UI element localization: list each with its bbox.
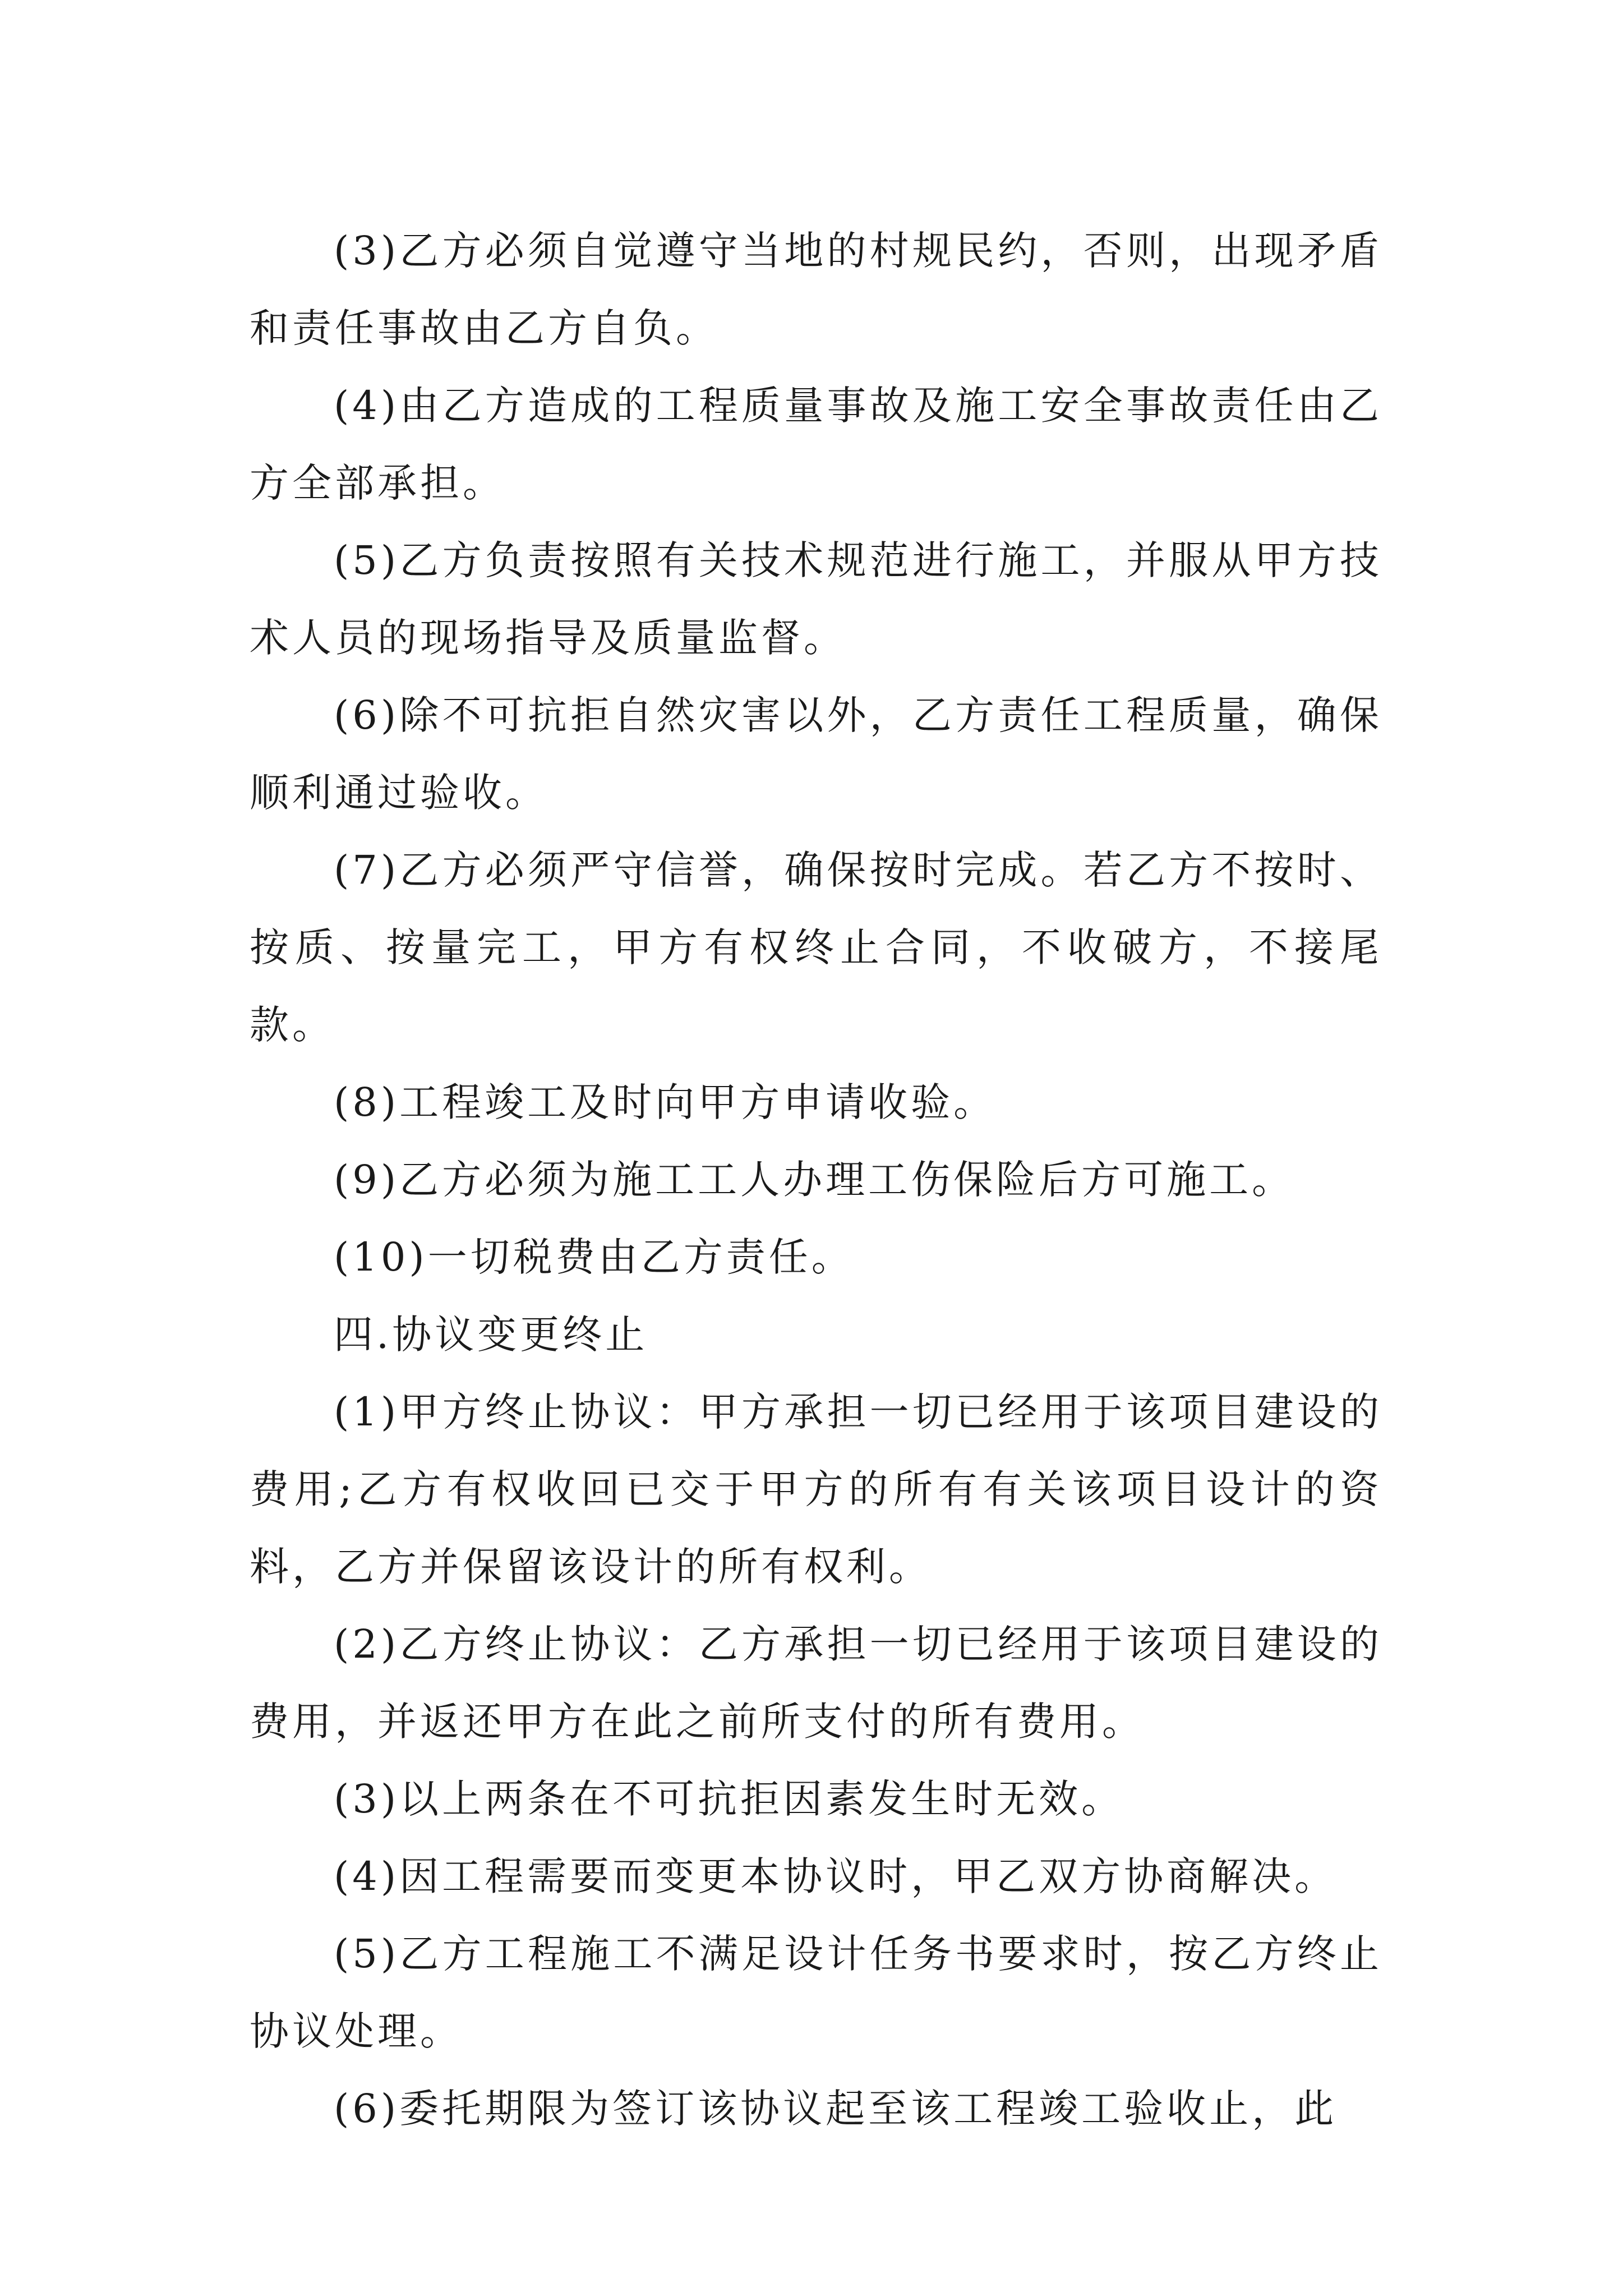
clause-5-technical-standards: (5)乙方负责按照有关技术规范进行施工，并服从甲方技术人员的现场指导及质量监督。 [250,537,1382,661]
termination-clause-6: (6)委托期限为签订该协议起至该工程竣工验收止，此 [334,2086,1338,2132]
termination-clause-4: (4)因工程需要而变更本协议时，甲乙双方协商解决。 [334,1853,1338,1899]
clause-9-injury-insurance: (9)乙方必须为施工工人办理工伤保险后方可施工。 [334,1157,1295,1203]
clause-3-local-rules: (3)乙方必须自觉遵守当地的村规民约，否则，出现矛盾和责任事故由乙方自负。 [250,228,1382,351]
termination-clause-1: (1)甲方终止协议：甲方承担一切已经用于该项目建设的费用;乙方有权收回已交于甲方的所有有关该项目设计的资料，乙方并保留该设计的所有权利。 [250,1389,1382,1590]
section-heading-4: 四.协议变更终止 [334,1312,648,1358]
clause-8-completion-inspection: (8)工程竣工及时向甲方申请收验。 [334,1079,997,1125]
clause-6-quality-acceptance: (6)除不可抗拒自然灾害以外，乙方责任工程质量，确保顺利通过验收。 [250,692,1382,816]
termination-clause-3: (3)以上两条在不可抗拒因素发生时无效。 [334,1776,1124,1822]
termination-clause-5: (5)乙方工程施工不满足设计任务书要求时，按乙方终止协议处理。 [250,1931,1382,2054]
clause-7-punctuality: (7)乙方必须严守信誉，确保按时完成。若乙方不按时、按质、按量完工，甲方有权终止合同，不收破方，不接尾款。 [250,847,1382,1048]
termination-clause-2: (2)乙方终止协议：乙方承担一切已经用于该项目建设的费用，并返还甲方在此之前所支付的所有费用。 [250,1621,1382,1745]
clause-10-taxes: (10)一切税费由乙方责任。 [334,1234,854,1280]
document-body [250,212,1382,2147]
clause-4-accident-liability: (4)由乙方造成的工程质量事故及施工安全事故责任由乙方全部承担。 [250,383,1382,506]
